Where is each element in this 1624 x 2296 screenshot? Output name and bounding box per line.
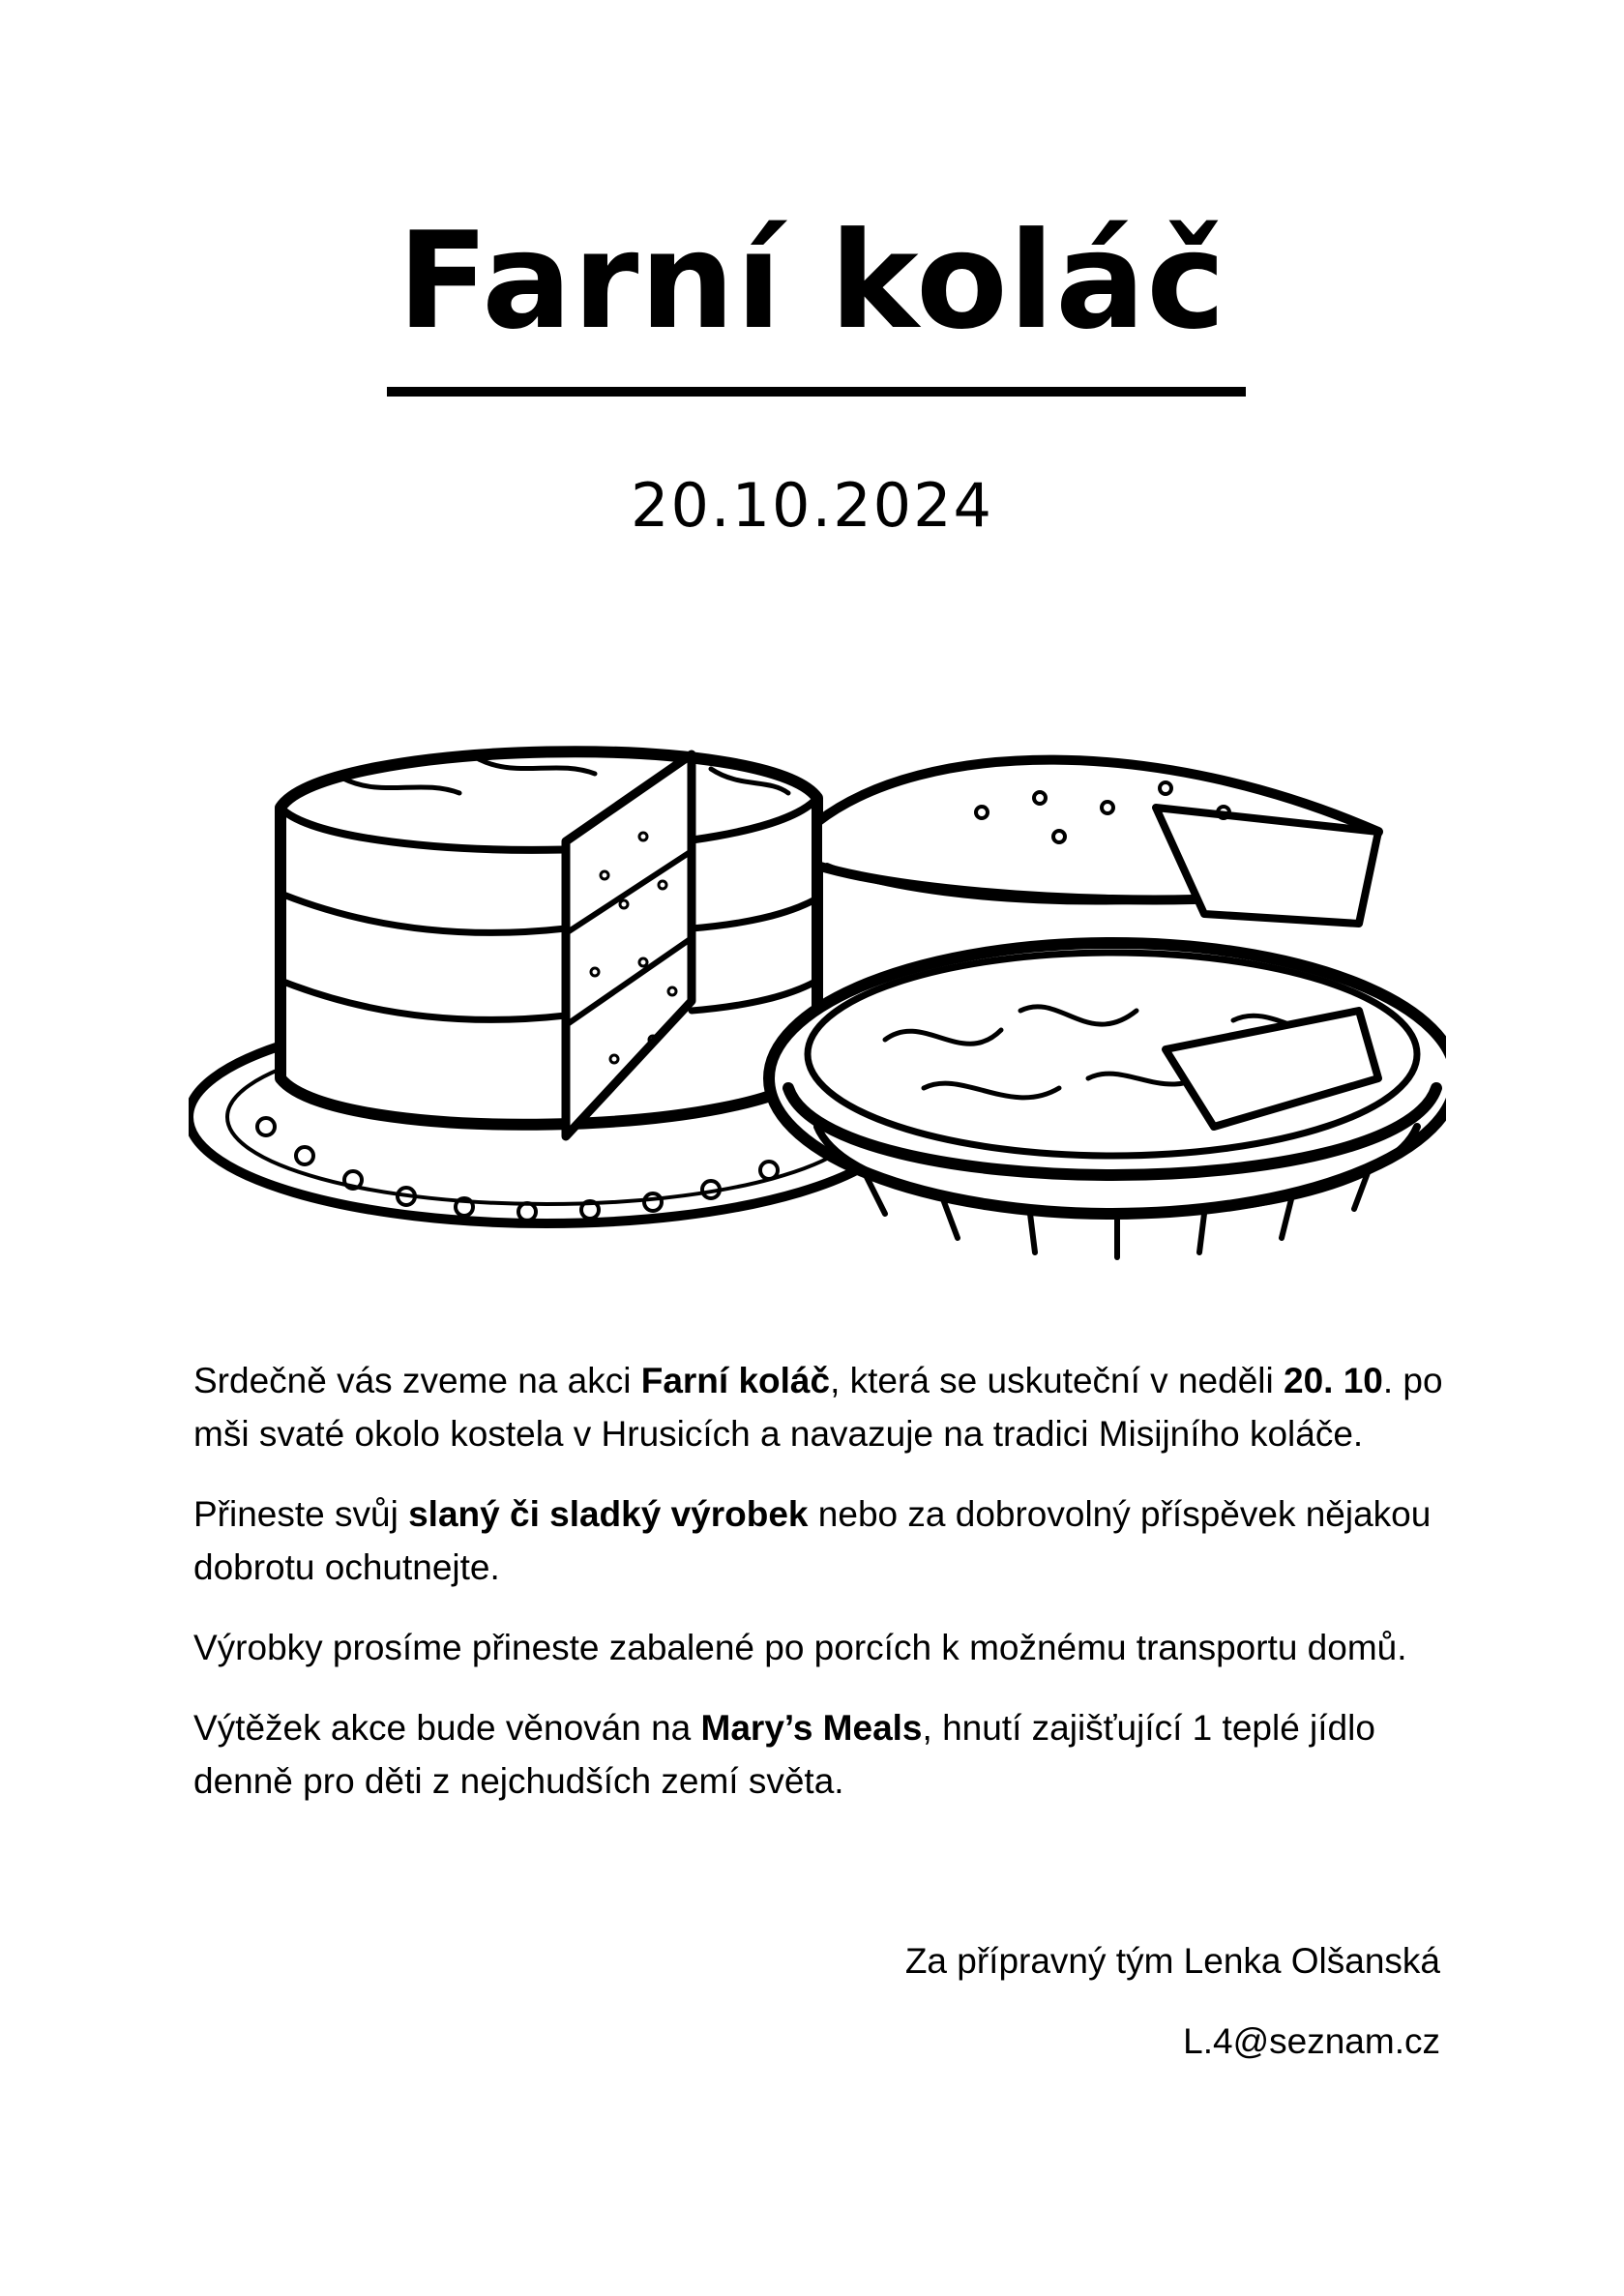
text-span: nebo za dobrovolný příspěvek nějakou dobrotu ochutnejte.: [193, 1494, 1432, 1587]
paragraph-proceeds: [193, 1701, 1451, 1808]
text-span: Výrobky prosíme přineste zabalené po porcích k možnému transportu domů.: [193, 1628, 1407, 1667]
charity-name-bold: Mary’s Meals: [700, 1708, 923, 1748]
paragraph-invitation: [193, 1354, 1451, 1460]
title-underline: [387, 387, 1246, 397]
event-name-bold: Farní koláč: [640, 1361, 831, 1400]
signature-block: [905, 1934, 1440, 2095]
event-date: 20.10.2024: [631, 470, 993, 541]
invitation-text: [193, 1354, 1451, 1835]
text-span: Srdečně vás zveme na akci: [193, 1361, 641, 1400]
poster-title: Farní koláč: [397, 203, 1227, 359]
text-span: . po mši svaté okolo kostela v Hrusicích a navazuje na tradici Misijního koláče.: [193, 1361, 1443, 1454]
text-span: , hnutí zajišťující 1 teplé jídlo denně pro děti z nejchudších zemí světa.: [193, 1708, 1375, 1801]
paragraph-bring: [193, 1487, 1451, 1594]
contact-email: L.4@seznam.cz: [1183, 2021, 1440, 2061]
text-span: Přineste svůj: [193, 1494, 409, 1534]
text-span: , která se uskuteční v neděli: [830, 1361, 1284, 1400]
layer-cake: [281, 751, 817, 1125]
cakes-illustration-icon: [189, 721, 1446, 1281]
paragraph-packaging: [193, 1621, 1451, 1674]
signature-line: Za přípravný tým Lenka Olšanská: [904, 1941, 1440, 1981]
text-span: Výtěžek akce bude věnován na: [193, 1708, 701, 1748]
event-date-bold: 20. 10: [1284, 1361, 1383, 1400]
bring-item-bold: slaný či sladký výrobek: [408, 1494, 809, 1534]
